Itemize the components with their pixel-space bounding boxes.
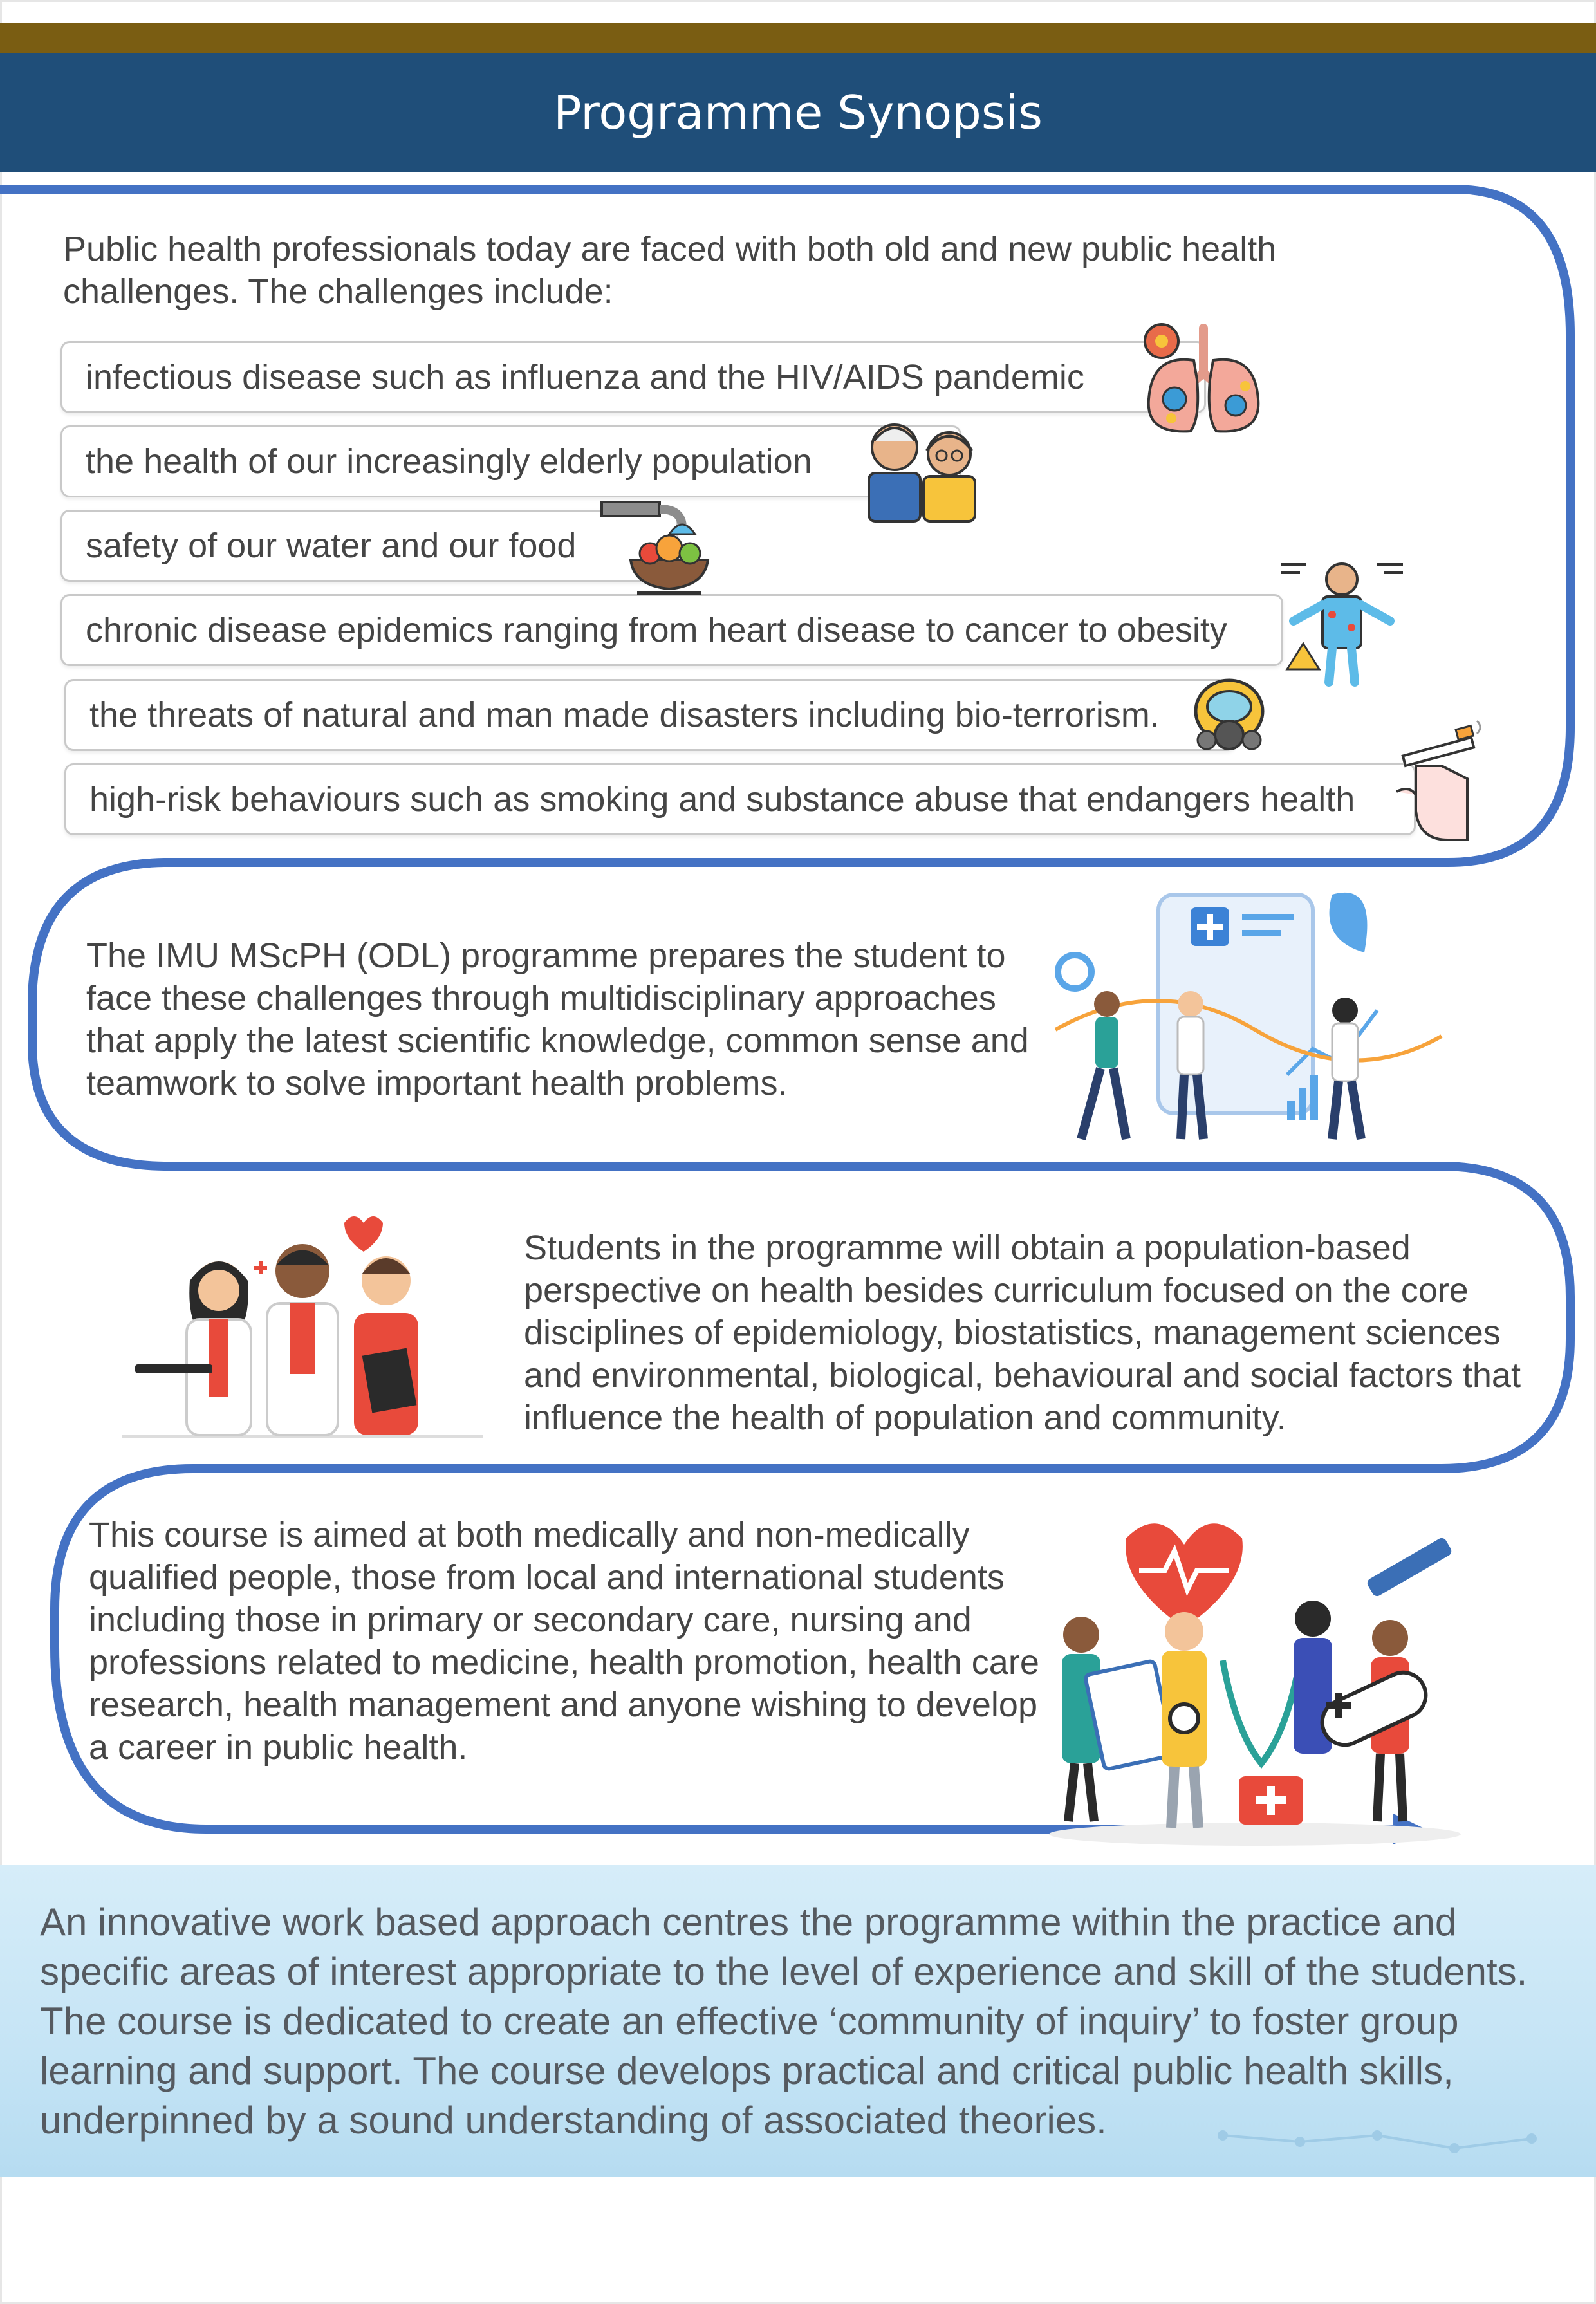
elderly-couple-icon bbox=[862, 412, 978, 521]
page-title: Programme Synopsis bbox=[0, 53, 1596, 172]
header-accent-strip bbox=[0, 23, 1596, 53]
team-collaboration-illustration bbox=[1043, 882, 1454, 1152]
challenge-item-disasters: the threats of natural and man made disasters including bio-terrorism. bbox=[64, 679, 1236, 751]
lungs-virus-icon bbox=[1139, 322, 1268, 444]
chronic-disease-icon bbox=[1281, 557, 1403, 685]
gas-mask-icon bbox=[1187, 676, 1271, 759]
challenge-item-high-risk: high-risk behaviours such as smoking and substance abuse that endangers health bbox=[64, 763, 1416, 835]
challenge-item-elderly: the health of our increasingly elderly population bbox=[60, 425, 961, 497]
section3-text: Students in the programme will obtain a population-based perspective on health besides curriculum focused on the core disciplines of epidemiology, biostatistics, management sciences and environmental, biological, behavioural and social factors that influence the health of population and community. bbox=[524, 1229, 1521, 1437]
medical-team-illustration bbox=[122, 1210, 483, 1442]
challenge-item-infectious: infectious disease such as influenza and the HIV/AIDS pandemic bbox=[60, 341, 1206, 413]
closing-text: An innovative work based approach centres the programme within the practice and specific areas of interest appropriate to the level of experience and skill of the students. The course is dedicated to create an effective ‘community of inquiry’ to foster group learning and support. The course develops practical and critical public health skills, underpinned by a sound understanding of associated theories. bbox=[40, 1900, 1528, 2142]
water-food-icon bbox=[598, 489, 721, 599]
challenge-item-water-food: safety of our water and our food bbox=[60, 510, 678, 582]
health-care-illustration bbox=[1030, 1519, 1480, 1853]
section4-text: This course is aimed at both medically and non-medically qualified people, those from local and international students including those in primary or secondary care, nursing and professions related to medicine, health promotion, health care research, health management and anyone wishing to develop a career in public health. bbox=[89, 1516, 1039, 1767]
section1-intro: Public health professionals today are faced with both old and new public health challenges. The challenges include: bbox=[63, 230, 1277, 311]
cigarette-hand-icon bbox=[1390, 714, 1487, 843]
section2-text: The IMU MScPH (ODL) programme prepares the student to face these challenges through multidisciplinary approaches that apply the latest scientific knowledge, common sense and teamwork to solve important health problems. bbox=[86, 936, 1029, 1102]
challenge-item-chronic: chronic disease epidemics ranging from heart disease to cancer to obesity bbox=[60, 594, 1283, 666]
